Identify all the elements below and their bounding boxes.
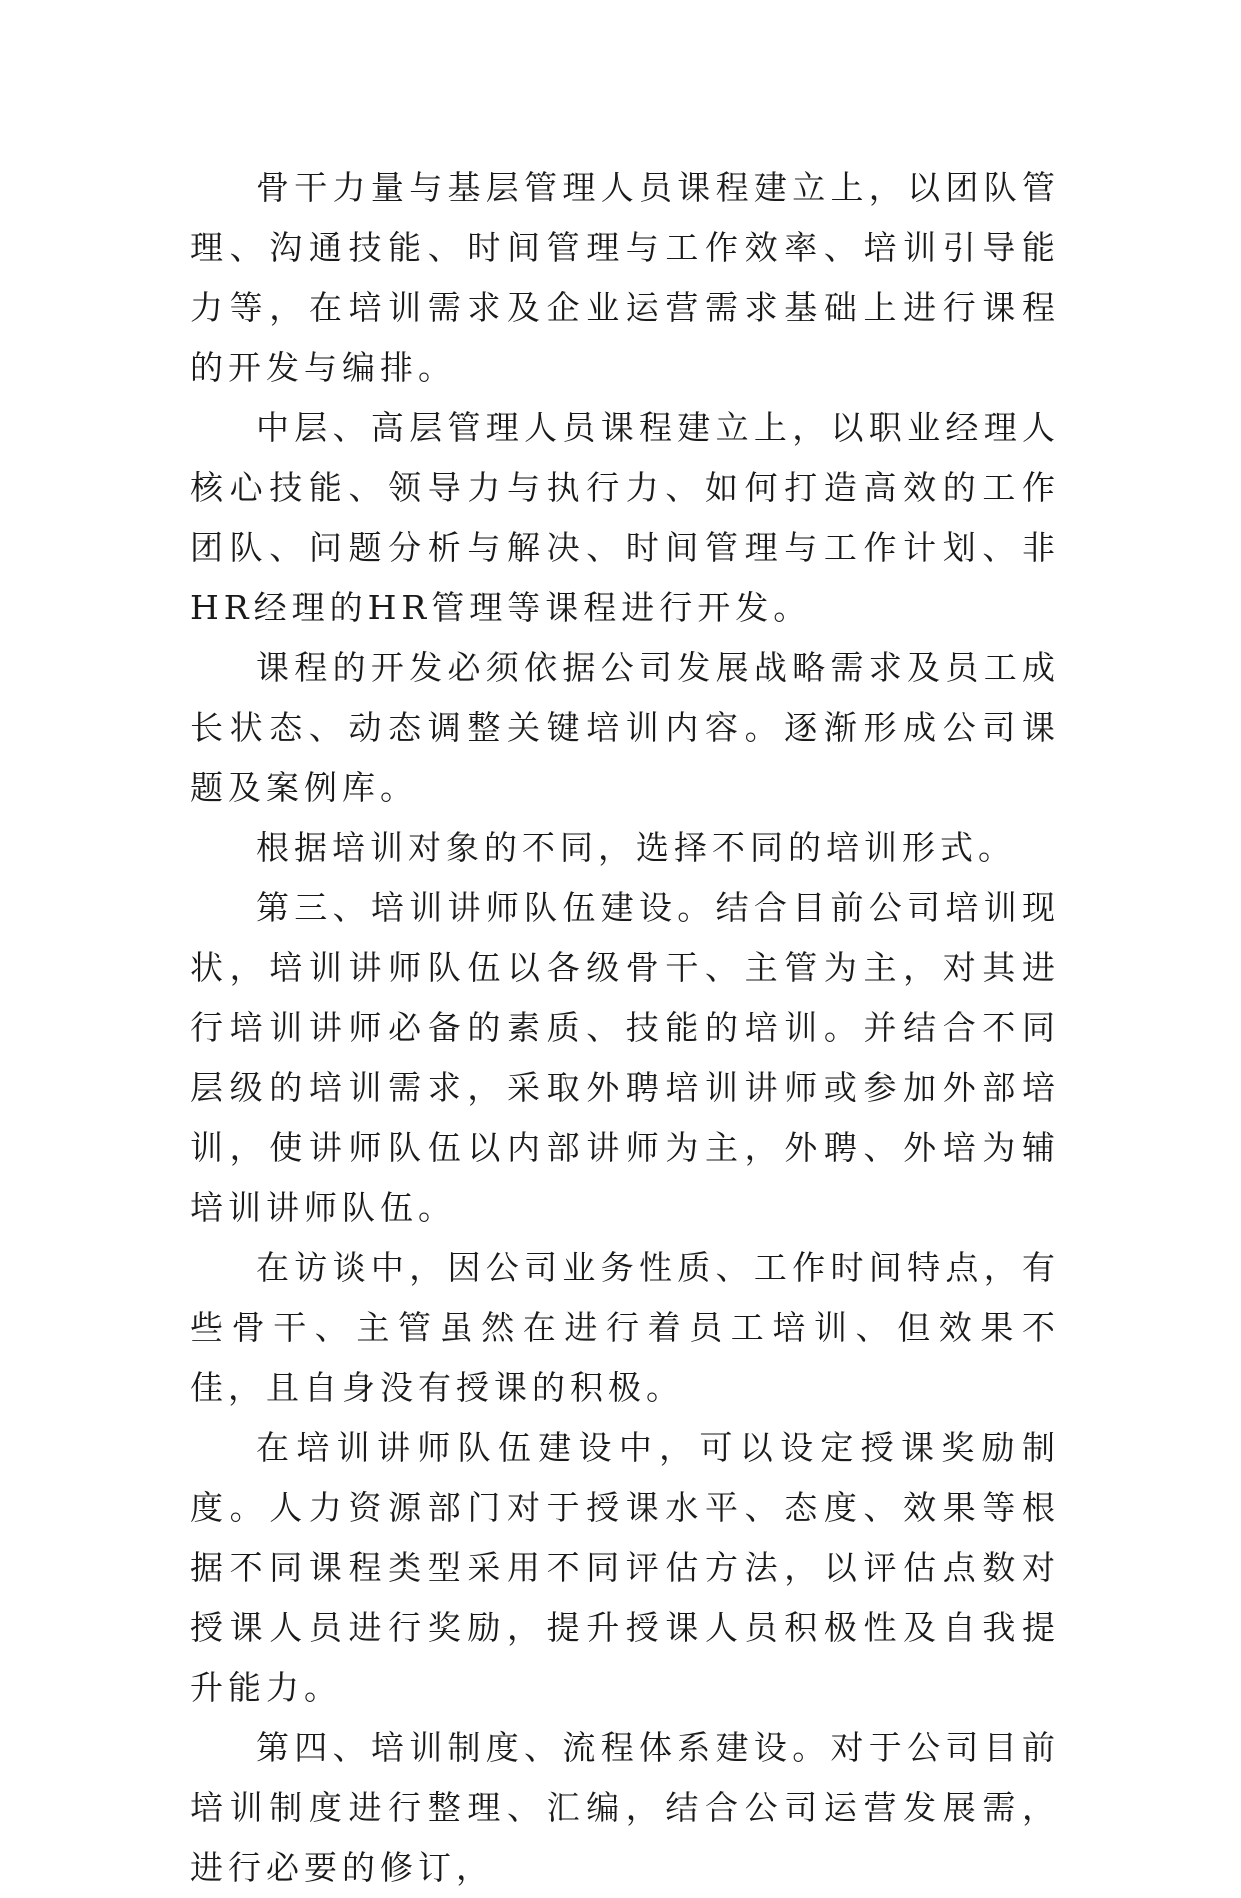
paragraph-training-system: 第四、培训制度、流程体系建设。对于公司目前培训制度进行整理、汇编，结合公司运营发展需，进行必要的修订， (190, 1728, 1060, 1887)
document-body (190, 158, 1060, 1898)
paragraph-reward-system: 在培训讲师队伍建设中，可以设定授课奖励制度。人力资源部门对于授课水平、态度、效果等根据不同课程类型采用不同评估方法，以评估点数对授课人员进行奖励，提升授课人员积极性及自我提升能力。 (190, 1428, 1060, 1707)
paragraph-training-forms: 根据培训对象的不同，选择不同的培训形式。 (256, 828, 1016, 867)
paragraph-interview: 在访谈中，因公司业务性质、工作时间特点，有些骨干、主管虽然在进行着员工培训、但效果不佳，且自身没有授课的积极。 (190, 1248, 1060, 1407)
paragraph-course-development: 课程的开发必须依据公司发展战略需求及员工成长状态、动态调整关键培训内容。逐渐形成公司课题及案例库。 (190, 648, 1060, 807)
paragraph-trainer-team: 第三、培训讲师队伍建设。结合目前公司培训现状，培训讲师队伍以各级骨干、主管为主，对其进行培训讲师必备的素质、技能的培训。并结合不同层级的培训需求，采取外聘培训讲师或参加外部培训，使讲师队伍以内部讲师为主，外聘、外培为辅培训讲师队伍。 (190, 888, 1060, 1227)
paragraph-middle-senior-courses: 中层、高层管理人员课程建立上，以职业经理人核心技能、领导力与执行力、如何打造高效的工作团队、问题分析与解决、时间管理与工作计划、非HR经理的HR管理等课程进行开发。 (190, 408, 1060, 627)
paragraph-core-staff-courses: 骨干力量与基层管理人员课程建立上，以团队管理、沟通技能、时间管理与工作效率、培训引导能力等，在培训需求及企业运营需求基础上进行课程的开发与编排。 (190, 168, 1060, 387)
